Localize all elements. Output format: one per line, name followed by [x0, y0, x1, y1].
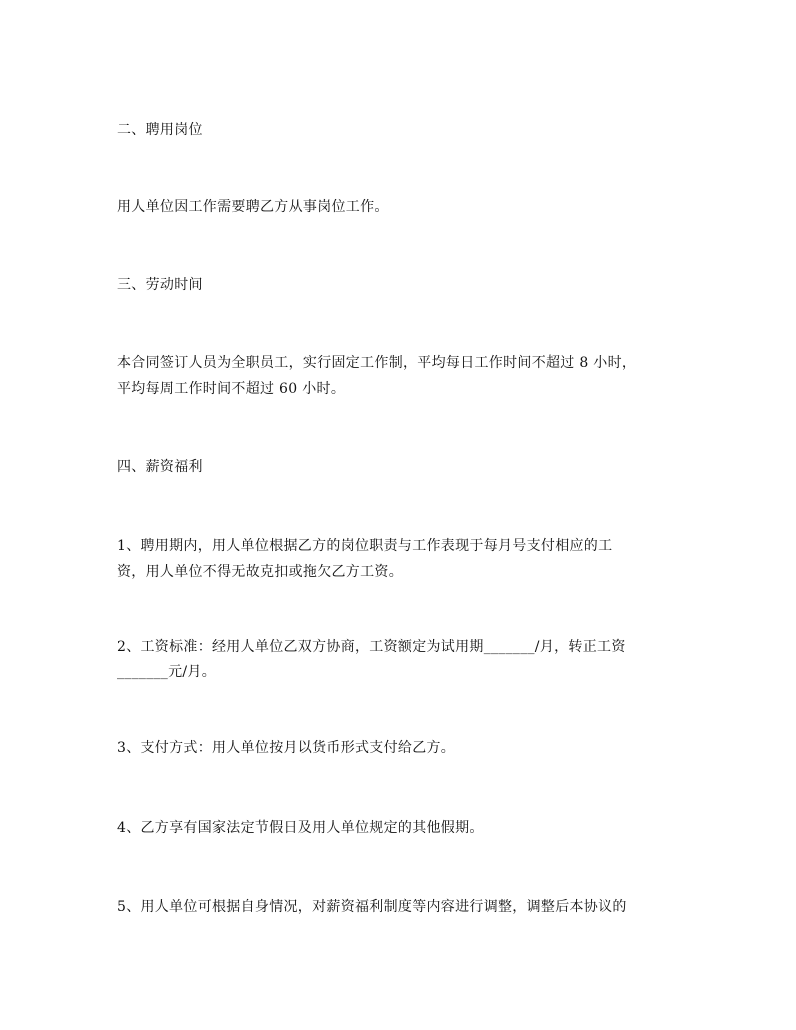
clause-4-line1: 4、乙方享有国家法定节假日及用人单位规定的其他假期。 — [117, 820, 484, 836]
clause-2-line2: _______元/月。 — [117, 664, 217, 680]
section-heading-employment-position: 二、聘用岗位 — [117, 122, 203, 138]
section-heading-working-hours: 三、劳动时间 — [117, 277, 203, 293]
clause-2-line1: 2、工资标准：经用人单位乙双方协商，工资额定为试用期_______/月，转正工资 — [117, 639, 626, 655]
section-body-working-hours-line1: 本合同签订人员为全职员工，实行固定工作制，平均每日工作时间不超过 8 小时， — [117, 355, 637, 371]
section-body-employment-position: 用人单位因工作需要聘乙方从事岗位工作。 — [117, 199, 389, 215]
section-body-working-hours-line2: 平均每周工作时间不超过 60 小时。 — [117, 381, 346, 397]
clause-1-line1: 1、聘用期内，用人单位根据乙方的岗位职责与工作表现于每月号支付相应的工 — [117, 538, 613, 554]
section-heading-salary-benefits: 四、薪资福利 — [117, 459, 203, 475]
clause-5-line1: 5、用人单位可根据自身情况，对薪资福利制度等内容进行调整，调整后本协议的 — [117, 899, 627, 915]
clause-1-line2: 资，用人单位不得无故克扣或拖欠乙方工资。 — [117, 564, 403, 580]
clause-3-line1: 3、支付方式：用人单位按月以货币形式支付给乙方。 — [117, 740, 456, 756]
